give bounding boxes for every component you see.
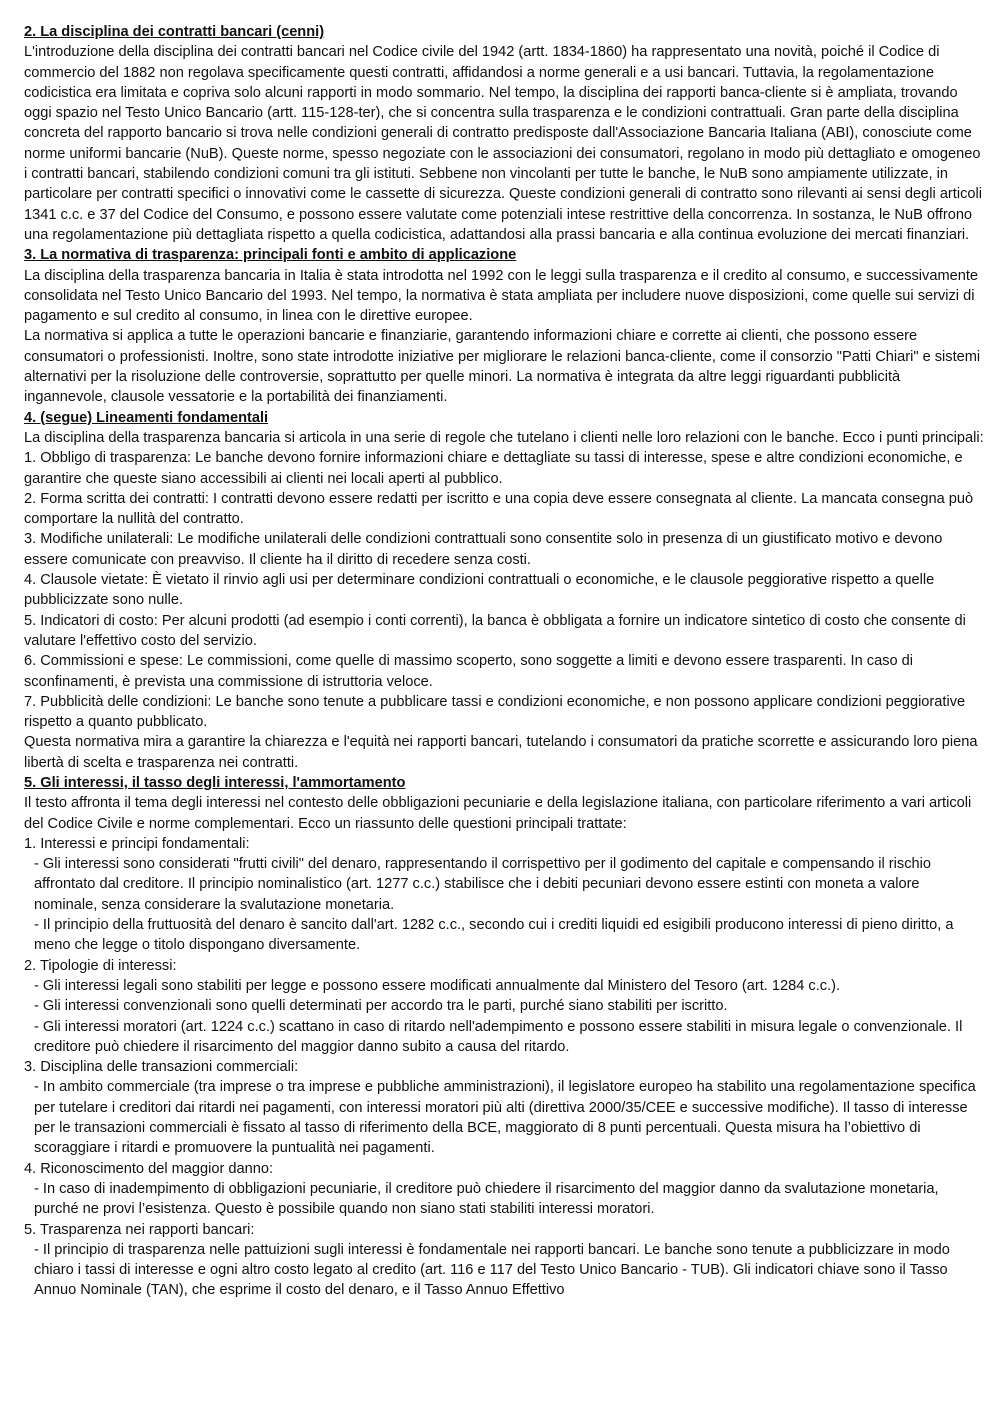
section-heading: 2. La disciplina dei contratti bancari (cenni) [24,24,325,40]
section-5 [24,773,984,1301]
list-item: 3. Modifiche unilaterali: Le modifiche unilaterali delle condizioni contrattuali sono consentite solo in presenza di un giustificato motivo e devono essere comunicate con preavviso. Il cliente ha il diritto di recedere senza costi. [24,531,943,568]
paragraph: Il testo affronta il tema degli interessi nel contesto delle obbligazioni pecuniarie e della legislazione italiana, con particolare riferimento a vari articoli del Codice Civile e norme complementari. Ecco un riassunto delle questioni principali trattate: [24,795,972,832]
sub-list-item: - Gli interessi sono considerati "frutti civili" del denaro, rappresentando il corrispettivo per il godimento del capitale e compensando il rischio affrontato dal creditore. Il principio nominalistico (art. 1277 c.c.) stabilisce che i debiti pecuniari devono essere estinti con moneta a valore nominale, senza considerare la svalutazione monetaria. [34,856,931,913]
sub-list-item: - In ambito commerciale (tra imprese o tra imprese e pubbliche amministrazioni), il legislatore europeo ha stabilito una regolamentazione specifica per tutelare i creditori dai ritardi nei pagamenti, con interessi moratori più alti (direttiva 2000/35/CEE e successive modifiche). Il tasso di interesse per le transazioni commerciali è fissato al tasso di riferimento della BCE, maggiorato di 8 punti percentuali. Questa misura ha l’obiettivo di scoraggiare i ritardi e promuovere la puntualità nei pagamenti. [34,1079,976,1157]
list-item: 1. Obbligo di trasparenza: Le banche devono fornire informazioni chiare e dettagliate su tassi di interesse, spese e altre condizioni economiche, e garantire che queste siano accessibili ai clienti nei locali aperti al pubblico. [24,450,963,487]
list-item: 2. Tipologie di interessi: [24,957,177,974]
section-4 [24,408,984,773]
section-heading: 4. (segue) Lineamenti fondamentali [24,409,269,426]
section-3 [24,245,984,407]
section-heading: 3. La normativa di trasparenza: principali fonti e ambito di applicazione [24,247,517,264]
list-item: 1. Interessi e principi fondamentali: [24,835,250,852]
paragraph: La normativa si applica a tutte le operazioni bancarie e finanziarie, garantendo informazioni chiare e corrette ai clienti, che possono essere consumatori o professionisti. Inoltre, sono state introdotte iniziative per migliorare le relazioni banca-cliente, come il consorzio "Patti Chiari" e sistemi alternativi per la risoluzione delle controversie, soprattutto per quelle minori. La normativa è integrata da altre leggi riguardanti pubblicità ingannevole, clausole vessatorie e la portabilità dei finanziamenti. [24,328,981,406]
paragraph: La disciplina della trasparenza bancaria in Italia è stata introdotta nel 1992 con le leggi sulla trasparenza e il credito al consumo, e successivamente consolidata nel Testo Unico Bancario del 1993. Nel tempo, la normativa è stata ampliata per includere nuove disposizioni, come quelle sui servizi di pagamento e sul credito al consumo, in linea con le direttive europee. [24,267,979,325]
sub-list-item: - Gli interessi legali sono stabiliti per legge e possono essere modificati annualmente dal Ministero del Tesoro (art. 1284 c.c.). [34,977,841,994]
section-2 [24,22,984,245]
sub-list-item: - Gli interessi moratori (art. 1224 c.c.) scattano in caso di ritardo nell'adempimento e possono essere stabiliti in misura legale o convenzionale. Il creditore può chiedere il risarcimento del maggior danno subito a causa del ritardo. [34,1018,963,1055]
list-item: 6. Commissioni e spese: Le commissioni, come quelle di massimo scoperto, sono soggette a limiti e devono essere trasparenti. In caso di sconfinamenti, è prevista una commissione di istruttoria veloce. [24,653,914,690]
list-item: 5. Trasparenza nei rapporti bancari: [24,1221,255,1238]
list-item: 2. Forma scritta dei contratti: I contratti devono essere redatti per iscritto e una copia deve essere consegnata al cliente. La mancata consegna può comportare la nullità del contratto. [24,490,974,528]
list-item: 4. Clausole vietate: È vietato il rinvio agli usi per determinare condizioni contrattuali o economiche, e le clausole peggiorative rispetto a quelle pubblicizzate sono nulle. [24,572,935,609]
paragraph: Questa normativa mira a garantire la chiarezza e l'equità nei rapporti bancari, tutelando i consumatori da pratiche scorrette e assicurando loro piena libertà di scelta e trasparenza nei contratti. [24,734,978,771]
list-item: 4. Riconoscimento del maggior danno: [24,1160,274,1177]
paragraph: L'introduzione della disciplina dei contratti bancari nel Codice civile del 1942 (artt. 1834-1860) ha rappresentato una novità, poiché il Codice di commercio del 1882 non regolava specificamente questi contratti, affidandosi a norme generali e a usi bancari. Tuttavia, la regolamentazione codicistica era limitata e copriva solo alcuni rapporti in modo sommario. Nel tempo, la disciplina dei rapporti banca-cliente si è ampliata, trovando oggi spazio nel Testo Unico Bancario (artt. 115-128-ter), che si concentra sulla trasparenza e le condizioni contrattuali. Gran parte della disciplina concreta del rapporto bancario si trova nelle condizioni generali di contratto predisposte dall'Associazione Bancaria Italiana (ABI), conosciute come norme uniformi bancarie (NuB). Queste norme, spesso negoziate con le associazioni dei consumatori, regolano in modo più dettagliato e omogeneo i contratti bancari, stabilendo condizioni comuni tra gli istituti. Sebbene non vincolanti per tutte le banche, le NuB sono ampiamente utilizzate, in particolare per contratti specifici o innovativi come le cassette di sicurezza. Queste condizioni generali di contratto sono rilevanti ai sensi degli articoli 1341 c.c. e 37 del Codice del Consumo, e possono essere valutate come potenziali intese restrittive della concorrenza. In sostanza, le NuB offrono una regolamentazione più dettagliata rispetto a quella codicistica, adattandosi alla prassi bancaria e alla continua evoluzione dei mercati finanziari. [24,44,982,243]
sub-list-item: - Il principio della fruttuosità del denaro è sancito dall'art. 1282 c.c., secondo cui i crediti liquidi ed esigibili producono interessi di pieno diritto, a meno che legge o titolo dispongano diversamente. [34,917,954,954]
sub-list-item: - Il principio di trasparenza nelle pattuizioni sugli interessi è fondamentale nei rapporti bancari. Le banche sono tenute a pubblicizzare in modo chiaro i tassi di interesse e ogni altro costo legato al credito (art. 116 e 117 del Testo Unico Bancario - TUB). Gli indicatori chiave sono il Tasso Annuo Nominale (TAN), che esprime il costo del denaro, e il Tasso Annuo Effettivo [34,1241,950,1299]
list-item: 5. Indicatori di costo: Per alcuni prodotti (ad esempio i conti correnti), la banca è obbligata a fornire un indicatore sintetico di costo che consente di valutare l'effettivo costo del servizio. [24,612,966,649]
sub-list-item: - In caso di inadempimento di obbligazioni pecuniarie, il creditore può chiedere il risarcimento del maggior danno da svalutazione monetaria, purché ne provi l’esistenza. Questo è possibile quando non siano stati stabiliti interessi moratori. [34,1180,939,1218]
sub-list-item: - Gli interessi convenzionali sono quelli determinati per accordo tra le parti, purché siano stabiliti per iscritto. [34,998,728,1015]
paragraph: La disciplina della trasparenza bancaria si articola in una serie di regole che tutelano i clienti nelle loro relazioni con le banche. Ecco i punti principali: [24,429,984,446]
list-item: 7. Pubblicità delle condizioni: Le banche sono tenute a pubblicare tassi e condizioni economiche, e non possono applicare condizioni peggiorative rispetto a quanto pubblicato. [24,693,966,731]
list-item: 3. Disciplina delle transazioni commerciali: [24,1059,299,1076]
section-heading: 5. Gli interessi, il tasso degli interessi, l'ammortamento [24,774,406,791]
